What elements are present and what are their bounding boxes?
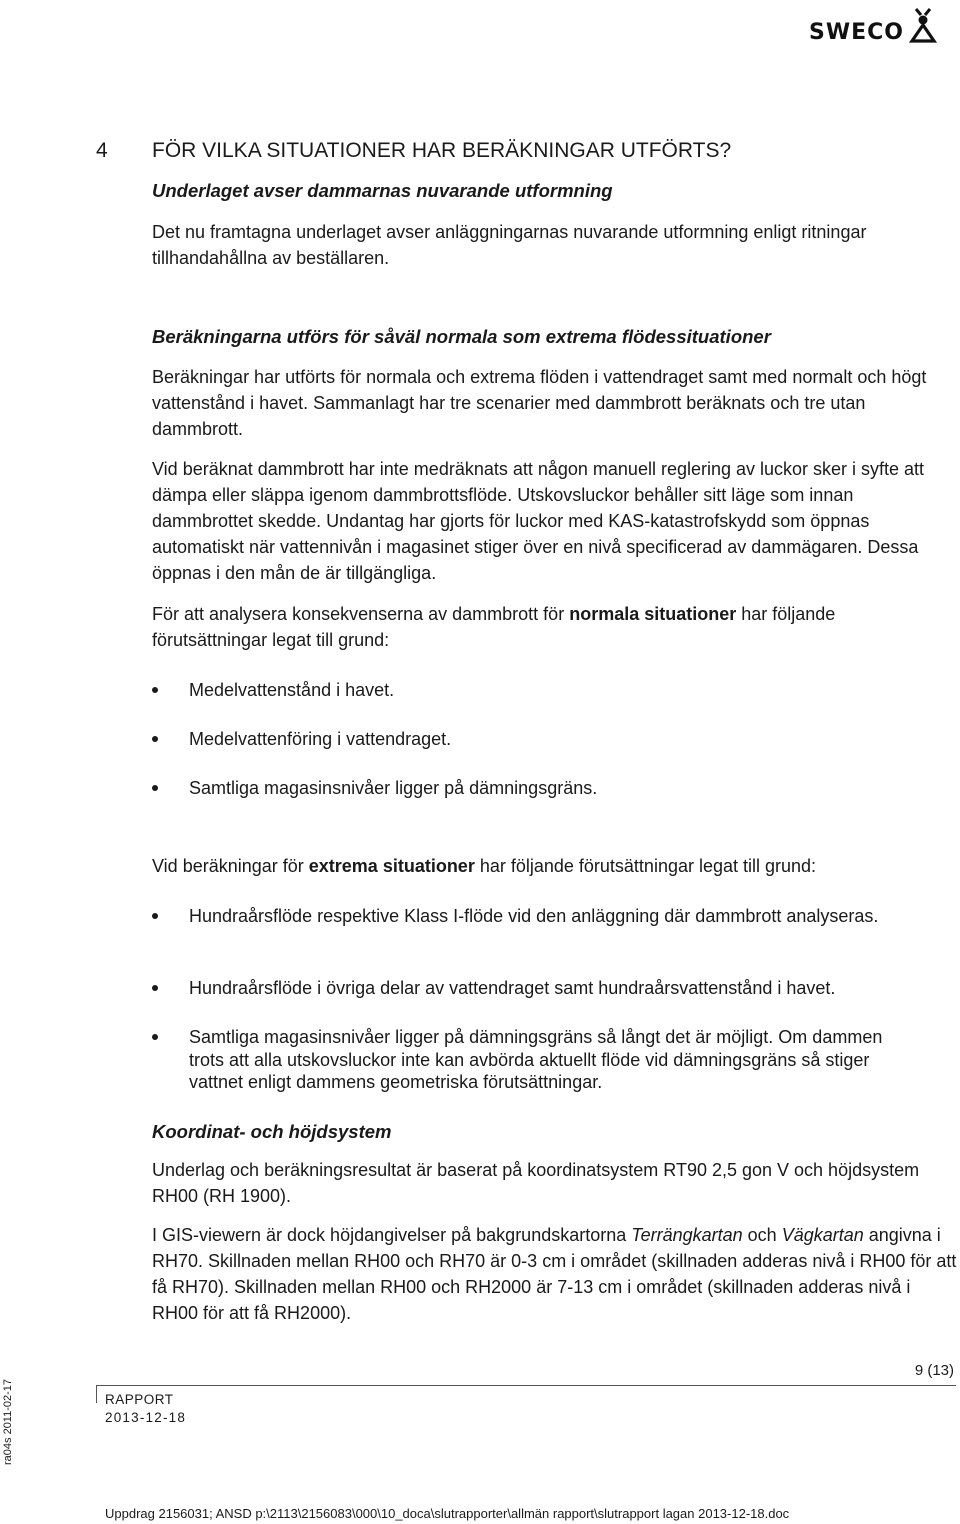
subheading-underlaget: Underlaget avser dammarnas nuvarande utformning (152, 180, 613, 201)
paragraph-dammbrott: Vid beräknat dammbrott har inte medräknats att någon manuell reglering av luckor sker i syfte att dämpa eller släppa igenom dammbrottsflöde. Utskovsluckor behåller sitt läge som innan dammbrottet skedde. Undantag har gjorts för luckor med KAS-katastrofskydd som öppnas automatiskt när vattennivån i magasinet stiger över en nivå specificerad av dammägaren. Dessa öppnas i den mån de är tillgängliga. (152, 459, 925, 583)
list-item-text: Medelvattenstånd i havet. (189, 680, 395, 700)
paragraph-gis-viewer (152, 1222, 957, 1326)
section-number: 4 (96, 139, 108, 162)
footer-divider-tick (96, 1385, 97, 1403)
sweco-logo (809, 6, 938, 46)
subheading-koordinat: Koordinat- och höjdsystem (152, 1121, 392, 1142)
file-path: Uppdrag 2156031; ANSD p:\2113\2156083\000\10_doca\slutrapporter\allmän rapport\slutrapport lagan 2013-12-18.doc (105, 1506, 790, 1521)
bullet-icon (152, 687, 158, 693)
paragraph-normala (152, 601, 942, 653)
paragraph-scenarier: Beräkningar har utförts för normala och extrema flöden i vattendraget samt med normalt och högt vattenstånd i havet. Sammanlagt har tre scenarier med dammbrott beräknats och tre utan dammbrott. (152, 367, 927, 439)
text-segment: och (742, 1225, 782, 1245)
emphasis-vagkartan: Vägkartan (781, 1225, 864, 1245)
paragraph-extrema (152, 853, 942, 879)
text-segment: har följande förutsättningar legat till grund: (152, 604, 836, 650)
page-number: 9 (13) (914, 1362, 954, 1379)
emphasis-terrangkartan: Terrängkartan (631, 1225, 743, 1245)
logo-text: SWECO (809, 19, 904, 45)
bullet-icon (152, 913, 158, 919)
text-segment: I GIS-viewern är dock höjdangivelser på bakgrundskartorna (152, 1225, 632, 1245)
sweco-mark-icon (908, 7, 938, 45)
bullet-icon (152, 985, 158, 991)
text-segment: Vid beräkningar för (152, 856, 309, 876)
emphasis-extrema: extrema situationer (308, 856, 475, 876)
list-item-text: Samtliga magasinsnivåer ligger på dämningsgräns. (189, 778, 598, 798)
list-item-text: Samtliga magasinsnivåer ligger på dämningsgräns så långt det är möjligt. Om dammen trots att alla utskovsluckor inte kan avbörda aktuellt flöde vid dämningsgräns så stiger vattnet enligt dammens geometriska förutsättningar. (189, 1027, 883, 1092)
emphasis-normala: normala situationer (569, 604, 737, 624)
bullet-icon (152, 736, 158, 742)
document-date: 2013-12-18 (105, 1410, 187, 1425)
text-segment: har följande förutsättningar legat till grund: (474, 856, 817, 876)
subheading-berakningarna: Beräkningarna utförs för såväl normala som extrema flödessituationer (152, 326, 771, 347)
text-segment: angivna i RH70. Skillnaden mellan RH00 och RH70 är 0-3 cm i området (skillnaden adderas nivå i RH00 för att få RH70). Skillnaden mellan RH00 och RH2000 är 7-13 cm i området (skillnaden adderas nivå i RH00 för att få RH2000). (152, 1225, 957, 1323)
paragraph-underlaget: Det nu framtagna underlaget avser anläggningarnas nuvarande utformning enligt ritningar tillhandahållna av beställaren. (152, 222, 867, 268)
bullet-icon (152, 1034, 158, 1040)
list-item-text: Medelvattenföring i vattendraget. (189, 729, 452, 749)
document-type: RAPPORT (105, 1392, 174, 1407)
footer-divider (96, 1385, 956, 1386)
section-heading (96, 139, 731, 163)
template-code: ra04s 2011-02-17 (2, 1378, 14, 1465)
list-item-text: Hundraårsflöde i övriga delar av vattendraget samt hundraårsvattenstånd i havet. (189, 978, 836, 998)
list-item-text: Hundraårsflöde respektive Klass I-flöde vid den anläggning där dammbrott analyseras. (189, 906, 879, 926)
text-segment: För att analysera konsekvenserna av dammbrott för (152, 604, 570, 624)
bullet-icon (152, 785, 158, 791)
paragraph-koordinatsystem: Underlag och beräkningsresultat är baserat på koordinatsystem RT90 2,5 gon V och höjdsystem RH00 (RH 1900). (152, 1160, 920, 1206)
section-title: FÖR VILKA SITUATIONER HAR BERÄKNINGAR UTFÖRTS? (152, 139, 732, 162)
